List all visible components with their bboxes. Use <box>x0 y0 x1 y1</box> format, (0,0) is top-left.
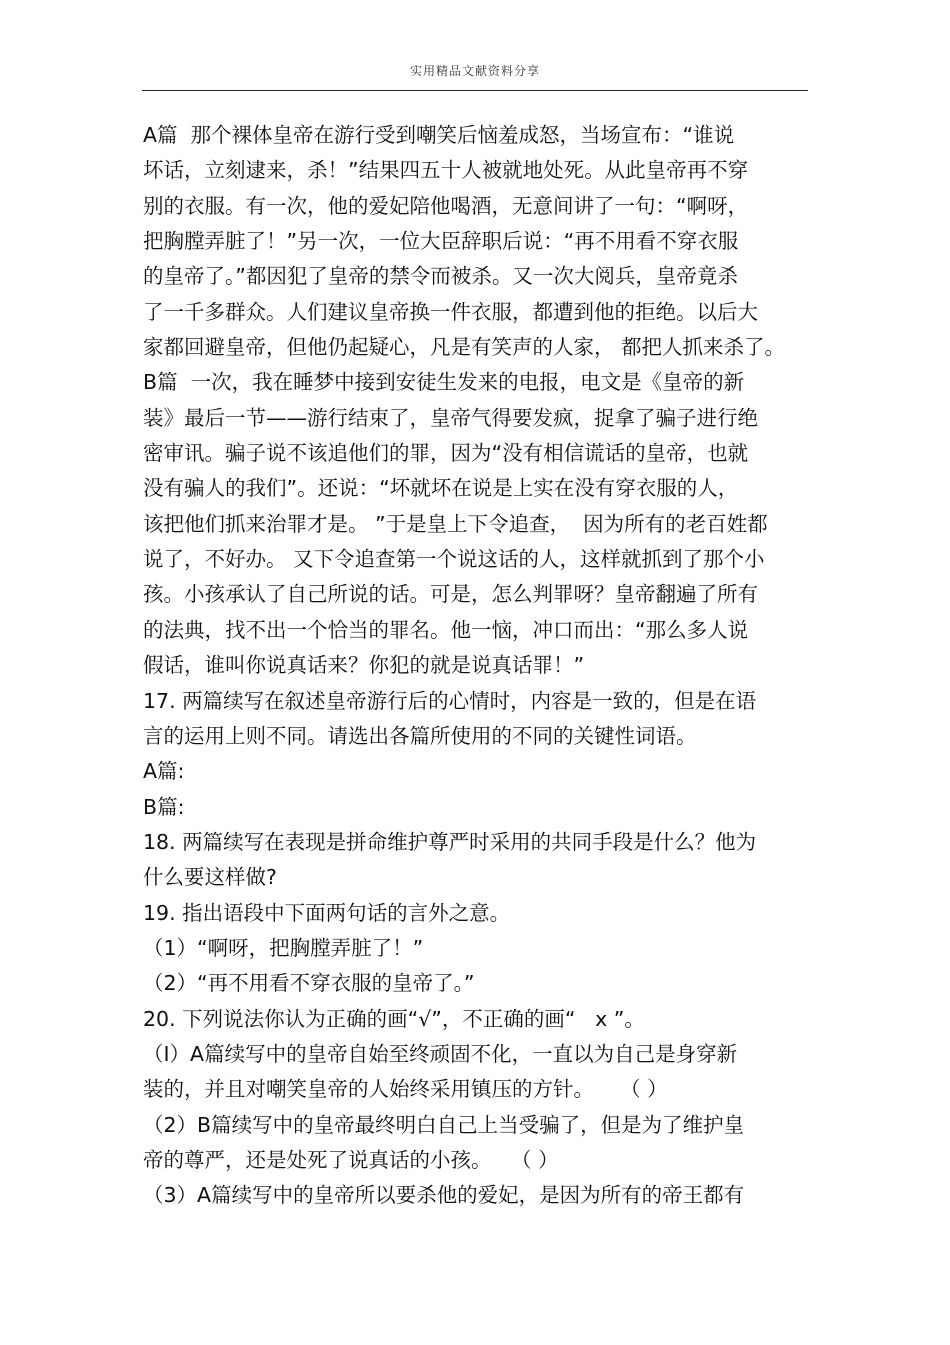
question-line: 什么要这样做? <box>143 865 277 890</box>
question-line: 20. 下列说法你认为正确的画“√”，不正确的画“ x ”。 <box>143 1006 645 1031</box>
text-line: 坏话，立刻逮来，杀！”结果四五十人被就地处死。从此皇帝再不穿 <box>143 158 749 183</box>
header-divider <box>142 90 808 91</box>
question-line: 17. 两篇续写在叙述皇帝游行后的心情时，内容是一致的，但是在语 <box>143 688 757 713</box>
question-line: 帝的尊严，还是处死了说真话的小孩。 （ ） <box>143 1147 559 1172</box>
text-line: 了一千多群众。人们建议皇帝换一件衣服，都遭到他的拒绝。以后大 <box>143 299 758 324</box>
text-line: 没有骗人的我们”。还说：“坏就坏在说是上实在没有穿衣服的人， <box>143 476 739 501</box>
page-header: 实用精品文献资料分享 <box>409 64 540 78</box>
text-line: 的皇帝了。”都因犯了皇帝的禁令而被杀。又一次大阅兵，皇帝竟杀 <box>143 264 738 289</box>
text-line: 密审讯。骗子说不该追他们的罪，因为“没有相信谎话的皇帝，也就 <box>143 441 749 466</box>
question-line: 18. 两篇续写在表现是拼命维护尊严时采用的共同手段是什么？他为 <box>143 829 757 854</box>
question-line: 19. 指出语段中下面两句话的言外之意。 <box>143 900 511 925</box>
question-line: （1）“啊呀，把胸膛弄脏了！” <box>143 935 424 960</box>
text-line: 该把他们抓来治罪才是。 ”于是皇上下令追查， 因为所有的老百姓都 <box>143 511 768 536</box>
text-line: 的法典，找不出一个恰当的罪名。他一恼，冲口而出：“那么多人说 <box>143 617 749 642</box>
answer-label: A篇: <box>143 759 185 784</box>
question-line: （I）A篇续写中的皇帝自始至终顽固不化，一直以为自己是身穿新 <box>143 1041 738 1066</box>
answer-label: B篇: <box>143 794 185 819</box>
question-line: 言的运用上则不同。请选出各篇所使用的不同的关键性词语。 <box>143 723 697 748</box>
text-line: 把胸膛弄脏了！”另一次，一位大臣辞职后说：“再不用看不穿衣服 <box>143 229 739 254</box>
document-body <box>143 118 803 1214</box>
text-line: B篇 一次，我在睡梦中接到安徒生发来的电报，电文是《皇帝的新 <box>143 370 745 395</box>
text-line: 孩。小孩承认了自己所说的话。可是，怎么判罪呀？皇帝翻遍了所有 <box>143 582 758 607</box>
text-line: 家都回避皇帝，但他仍起疑心，凡是有笑声的人家， 都把人抓来杀了。 <box>143 335 786 360</box>
question-line: （2）“再不用看不穿衣服的皇帝了。” <box>143 971 475 996</box>
text-line: 说了，不好办。 又下令追查第一个说这话的人，这样就抓到了那个小 <box>143 547 765 572</box>
question-line: 装的，并且对嘲笑皇帝的人始终采用镇压的方针。 （ ） <box>143 1077 668 1102</box>
question-line: （3）A篇续写中的皇帝所以要杀他的爱妃，是因为所有的帝王都有 <box>143 1183 745 1208</box>
text-line: 别的衣服。有一次，他的爱妃陪他喝酒，无意间讲了一句：“啊呀， <box>143 193 749 218</box>
text-line: A篇 那个裸体皇帝在游行受到嘲笑后恼羞成怒，当场宣布：“谁说 <box>143 123 735 147</box>
question-line: （2）B篇续写中的皇帝最终明白自己上当受骗了，但是为了维护皇 <box>143 1112 745 1137</box>
text-line: 假话，谁叫你说真话来？你犯的就是说真话罪！” <box>143 653 585 678</box>
text-line: 装》最后一节——游行结束了，皇帝气得要发疯，捉拿了骗子进行绝 <box>143 405 758 430</box>
